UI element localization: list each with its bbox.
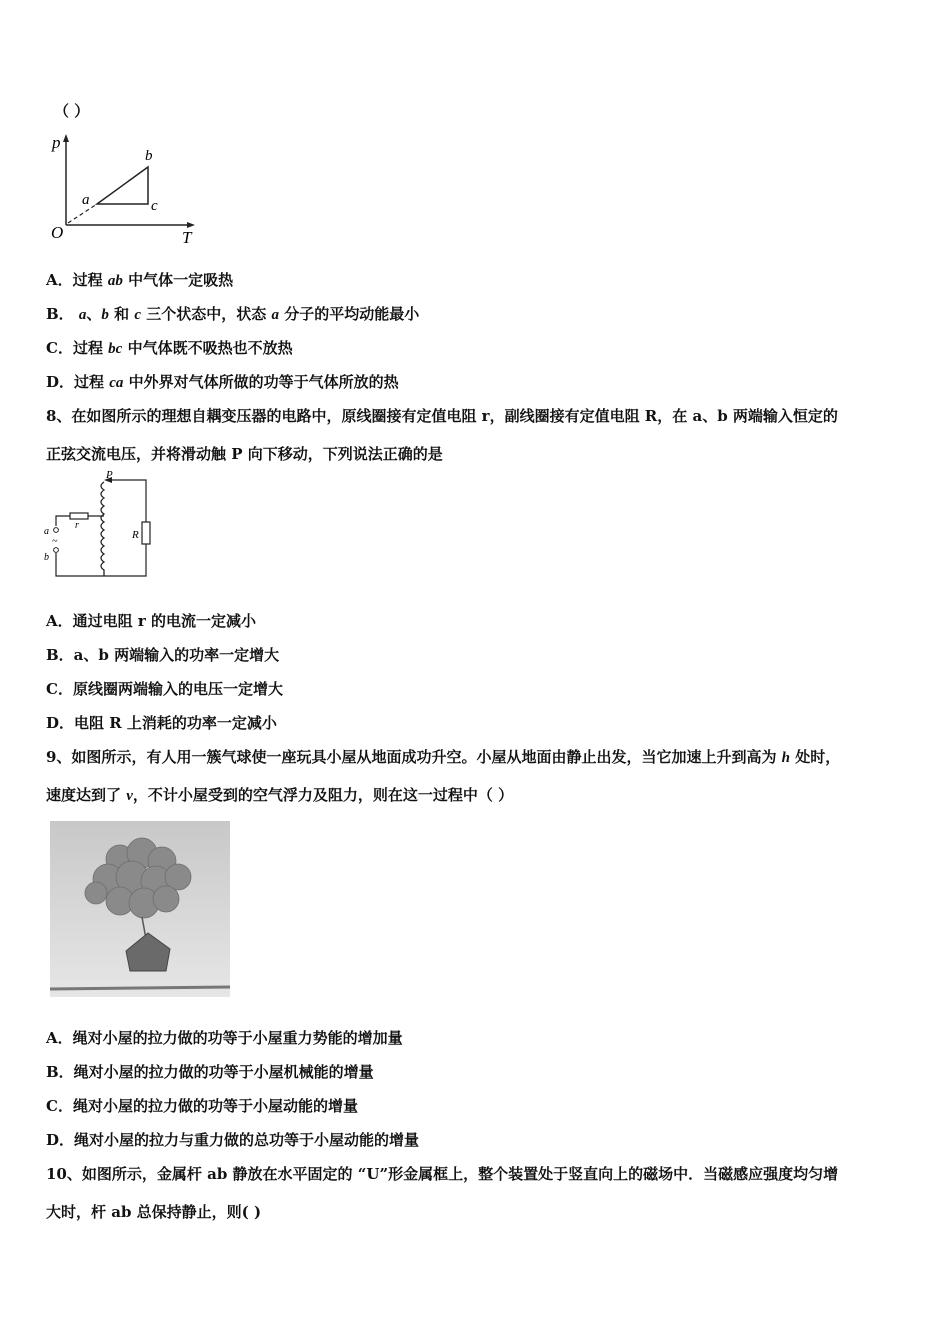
balloon-house-photo [50,821,230,997]
ground-line [50,987,230,989]
q9-option-c: C．绳对小屋的拉力做的功等于小屋动能的增量 [46,1097,358,1115]
q7-option-c: C．过程 bc 中气体既不吸热也不放热 [46,339,293,357]
q7-option-d: D．过程 ca 中外界对气体所做的功等于气体所放的热 [46,373,399,391]
q7-option-b: B． a、b 和 c 三个状态中，状态 a 分子的平均动能最小 [46,305,420,323]
q9-stem-line2: 速度达到了 v，不计小屋受到的空气浮力及阻力，则在这一过程中（ ） [46,786,514,804]
q8-option-b: B．a、b 两端输入的功率一定增大 [46,646,280,664]
primary-wire-bottom [56,553,104,576]
q10-stem-line2: 大时，杆 ab 总保持静止，则( ) [46,1203,262,1221]
resistor-r [70,513,88,519]
p-axis-arrow [63,134,69,142]
q7-option-a: A．过程 ab 中气体一定吸热 [46,271,234,289]
terminal-a-label: a [44,526,49,537]
q8-option-c: C．原线圈两端输入的电压一定增大 [46,680,283,698]
q8-option-d: D．电阻 R 上消耗的功率一定减小 [46,714,277,732]
autotransformer-circuit [40,470,160,582]
slider-label: P [106,470,113,481]
q8-option-a: A．通过电阻 r 的电流一定减小 [46,612,256,630]
pt-graph [44,128,204,250]
ac-source-symbol: ~ [52,536,58,547]
terminal-b-label: b [44,552,49,563]
q7-answer-blank: （ ） [54,102,90,120]
q9-stem-line1: 9、如图所示，有人用一簇气球使一座玩具小屋从地面成功升空。小屋从地面由静止出发，当它加速上升到高为 h 处时， [46,748,841,766]
q9-option-d: D．绳对小屋的拉力与重力做的总功等于小屋动能的增量 [46,1131,420,1149]
coil [101,482,104,576]
point-c-label: c [151,198,158,214]
t-label: T [182,228,192,247]
q8-stem-line1: 8、在如图所示的理想自耦变压器的电路中，原线圈接有定值电阻 r，副线圈接有定值电阻 R，在 a、b 两端输入恒定的 [46,407,838,425]
point-a-label: a [82,192,90,208]
q10-stem-line1: 10、如图所示，金属杆 ab 静放在水平固定的 “U”形金属框上，整个装置处于竖直向上的磁场中．当磁感应强度均匀增 [46,1165,839,1183]
terminal-a [54,528,59,533]
p-label: p [52,133,61,152]
resistor-R [142,522,150,544]
abc-triangle [97,167,148,204]
q9-option-b: B．绳对小屋的拉力做的功等于小屋机械能的增量 [46,1063,374,1081]
resistor-r-label: r [75,520,79,531]
terminal-b [54,548,59,553]
secondary-wire [104,480,146,576]
resistor-R-label: R [132,529,139,541]
origin-label: O [51,223,64,242]
point-b-label: b [145,148,153,164]
q8-stem-line2: 正弦交流电压，并将滑动触 P 向下移动，下列说法正确的是 [46,445,443,463]
q9-option-a: A．绳对小屋的拉力做的功等于小屋重力势能的增加量 [46,1029,403,1047]
